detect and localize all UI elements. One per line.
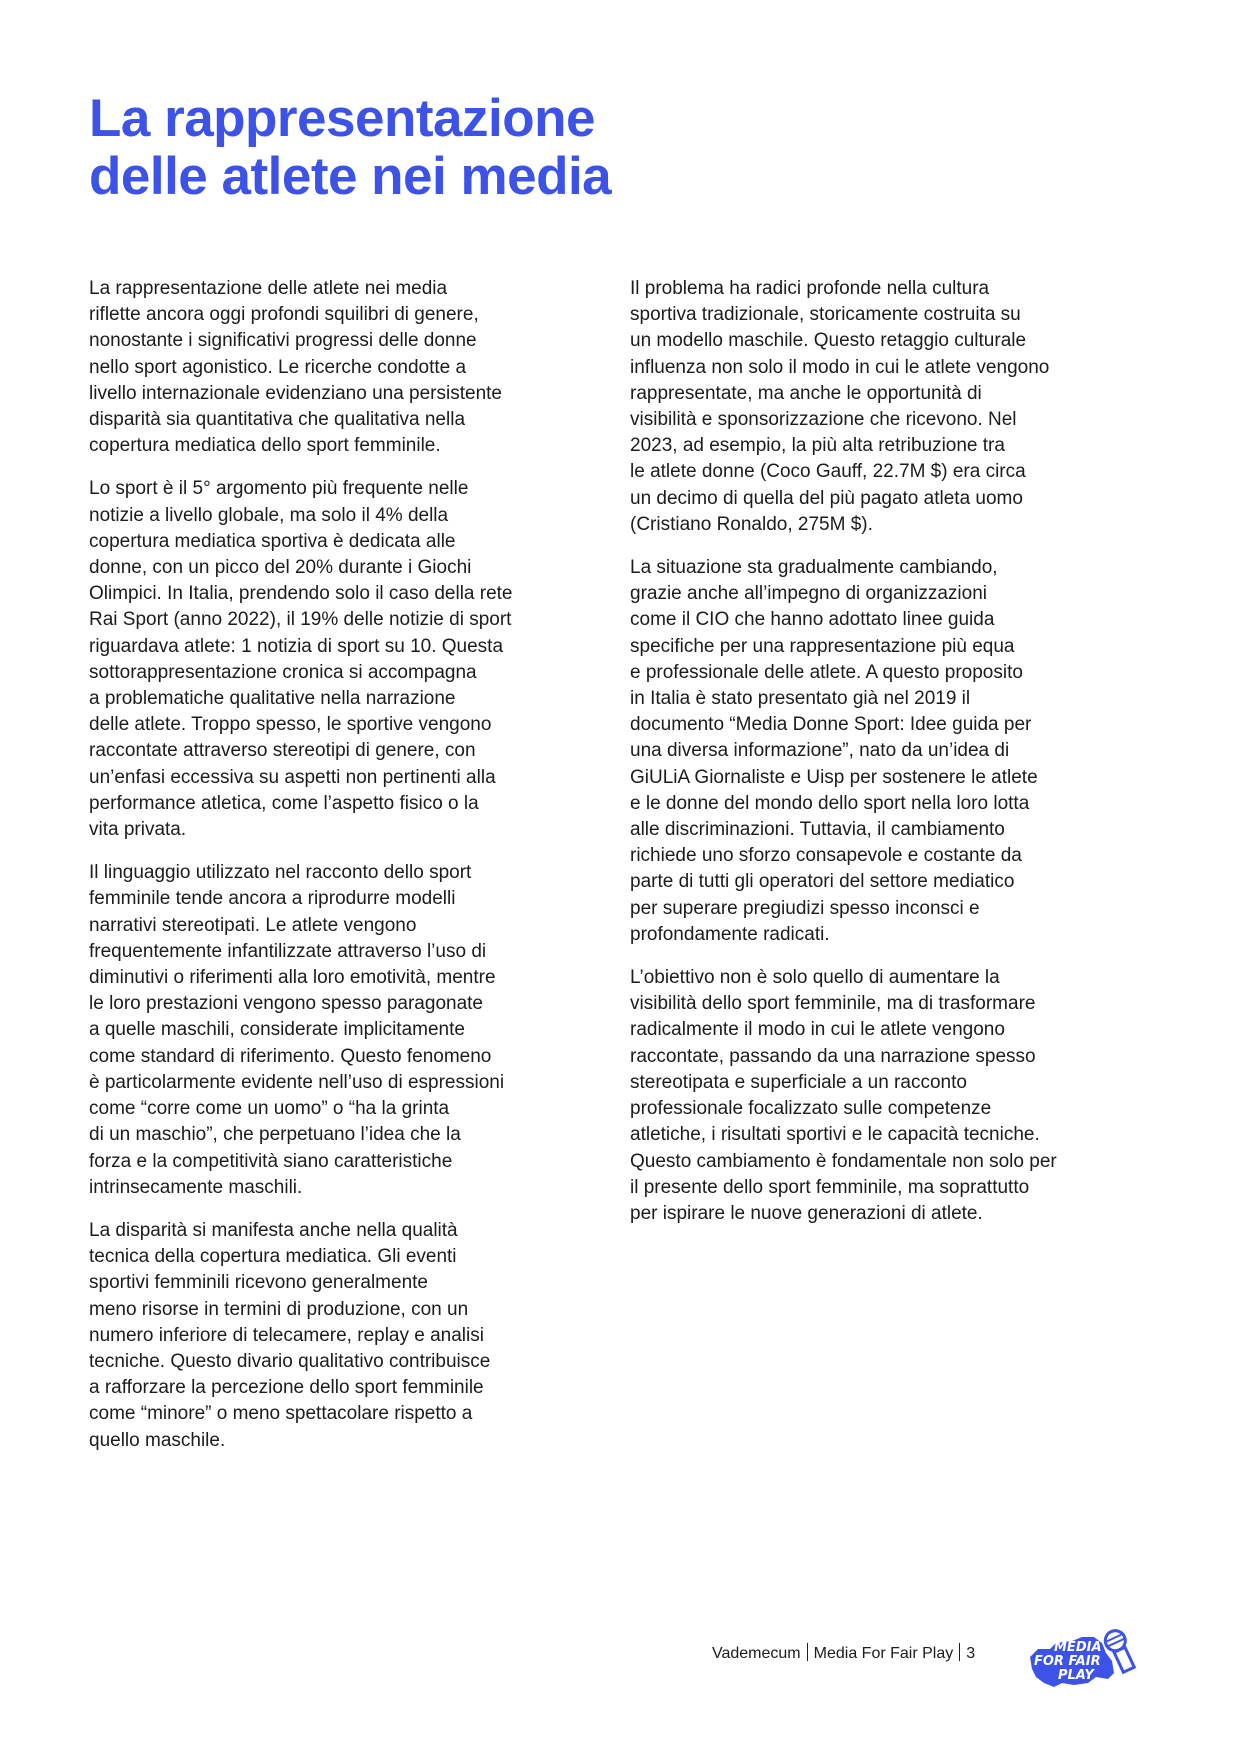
text-line: le loro prestazioni vengono spesso paragonate [89,993,483,1015]
title-line: delle atlete nei media [89,147,612,206]
text-line: copertura mediatica sportiva è dedicata alle [89,530,456,552]
footer-separator [807,1643,808,1661]
media-for-fair-play-logo-icon [1024,1627,1136,1689]
footer-project: Media For Fair Play [813,1645,954,1662]
text-line: L’obiettivo non è solo quello di aumentare la [630,967,1000,989]
text-line: una diversa informazione”, nato da un’idea di [630,740,1010,762]
text-line: forza e la competitività siano caratteristiche [89,1150,453,1172]
paragraph-intro [89,276,589,459]
text-line: e le donne del mondo dello sport nella loro lotta [630,792,1030,814]
text-line: rappresentate, ma anche le opportunità di [630,382,982,404]
text-line: in Italia è stato presentato già nel 2019 il [630,688,971,710]
text-line: quello maschile. [89,1429,226,1451]
text-line: come “corre come un uomo” o “ha la grinta [89,1098,450,1120]
text-line: le atlete donne (Coco Gauff, 22.7M $) era circa [630,461,1026,483]
text-line: frequentemente infantilizzate attraverso l’uso di [89,940,487,962]
text-line: La disparità si manifesta anche nella qualità [89,1219,458,1241]
text-line: performance atletica, come l’aspetto fisico o la [89,792,479,814]
text-line: Rai Sport (anno 2022), il 19% delle notizie di sport [89,609,512,631]
text-line: narrativi stereotipati. Le atlete vengono [89,914,417,936]
text-line: alle discriminazioni. Tuttavia, il cambiamento [630,819,1005,841]
text-line: diminutivi o riferimenti alla loro emotività, mentre [89,967,496,989]
text-line: a rafforzare la percezione dello sport femminile [89,1377,484,1399]
text-line: La situazione sta gradualmente cambiando, [630,557,998,579]
page-number: 3 [966,1645,976,1662]
text-line: parte di tutti gli operatori del settore mediatico [630,871,1015,893]
paragraph-cultural-roots [630,276,1140,538]
text-line: notizie a livello globale, ma solo il 4% della [89,504,449,526]
title-line: La rappresentazione [89,89,595,148]
text-line: richiede uno sforzo consapevole e costante da [630,845,1022,867]
footer-doc-type: Vademecum [712,1645,801,1662]
text-line: 2023, ad esempio, la più alta retribuzione tra [630,435,1005,457]
text-line: Il linguaggio utilizzato nel racconto dello sport [89,862,472,884]
text-line: raccontate, passando da una narrazione spesso [630,1045,1036,1067]
text-line: visibilità dello sport femminile, ma di trasformare [630,993,1036,1015]
text-line: influenza non solo il modo in cui le atlete vengono [630,356,1050,378]
text-line: un’enfasi eccessiva su aspetti non pertinenti alla [89,766,496,788]
text-line: Lo sport è il 5° argomento più frequente nelle [89,478,469,500]
footer-separator [959,1643,960,1661]
text-line: riflette ancora oggi profondi squilibri di genere, [89,304,479,326]
page-title [89,90,611,206]
text-line: a quelle maschili, considerate implicitamente [89,1019,465,1041]
text-line: stereotipata e superficiale a un racconto [630,1071,967,1093]
text-line: donne, con un picco del 20% durante i Giochi [89,557,472,579]
text-line: delle atlete. Troppo spesso, le sportive vengono [89,714,492,736]
right-column [630,276,1140,1244]
text-line: raccontate attraverso stereotipi di genere, con [89,740,476,762]
paragraph-objective [630,965,1140,1227]
paragraph-language [89,860,589,1201]
text-line: e professionale delle atlete. A questo proposito [630,661,1023,683]
text-line: visibilità e sponsorizzazione che ricevono. Nel [630,409,1017,431]
text-line: grazie anche all’impegno di organizzazioni [630,583,987,605]
text-line: vita privata. [89,819,187,841]
text-line: intrinsecamente maschili. [89,1176,303,1198]
text-line: sportivi femminili ricevono generalmente [89,1272,428,1294]
text-line: Olimpici. In Italia, prendendo solo il caso della rete [89,583,513,605]
text-line: radicalmente il modo in cui le atlete vengono [630,1019,1005,1041]
text-line: meno risorse in termini di produzione, con un [89,1298,469,1320]
text-line: per superare pregiudizi spesso inconsci e [630,897,980,919]
text-line: Il problema ha radici profonde nella cultura [630,278,990,299]
text-line: come standard di riferimento. Questo fenomeno [89,1045,492,1067]
text-line: Questo cambiamento è fondamentale non solo per [630,1150,1057,1172]
page-footer [712,1643,975,1664]
text-line: numero inferiore di telecamere, replay e analisi [89,1324,484,1346]
text-line: specifiche per una rappresentazione più equa [630,635,1015,657]
text-line: un modello maschile. Questo retaggio culturale [630,330,1027,352]
text-line: (Cristiano Ronaldo, 275M $). [630,513,873,535]
paragraph-statistics [89,476,589,843]
text-line: di un maschio”, che perpetuano l’idea che la [89,1124,461,1146]
logo-text-line: FOR FAIR [1034,1654,1101,1669]
text-line: disparità sia quantitativa che qualitativa nella [89,409,466,431]
text-line: copertura mediatica dello sport femminile. [89,435,441,457]
left-column [89,276,589,1471]
paragraph-technical-quality [89,1218,589,1454]
text-line: documento “Media Donne Sport: Idee guida per [630,714,1032,736]
text-line: tecniche. Questo divario qualitativo contribuisce [89,1350,491,1372]
text-line: professionale focalizzato sulle competenze [630,1098,992,1120]
text-line: un decimo di quella del più pagato atleta uomo [630,487,1023,509]
text-line: GiULiA Giornaliste e Uisp per sostenere le atlete [630,766,1038,788]
text-line: tecnica della copertura mediatica. Gli eventi [89,1246,457,1268]
text-line: come il CIO che hanno adottato linee guida [630,609,995,631]
text-line: nello sport agonistico. Le ricerche condotte a [89,356,467,378]
paragraph-changing-situation [630,555,1140,948]
text-line: livello internazionale evidenziano una persistente [89,382,502,404]
text-line: atletiche, i risultati sportivi e le capacità tecniche. [630,1124,1040,1146]
text-line: nonostante i significativi progressi delle donne [89,330,477,352]
text-line: sportiva tradizionale, storicamente costruita su [630,304,1021,326]
logo-text-line: PLAY [1058,1668,1094,1683]
text-line: è particolarmente evidente nell’uso di espressioni [89,1071,505,1093]
text-line: per ispirare le nuove generazioni di atlete. [630,1202,983,1224]
text-line: femminile tende ancora a riprodurre modelli [89,888,456,910]
text-line: profondamente radicati. [630,923,830,945]
text-line: La rappresentazione delle atlete nei media [89,278,448,299]
text-line: a problematiche qualitative nella narrazione [89,688,456,710]
logo-text-line: MEDIA [1054,1640,1102,1655]
text-line: riguardava atlete: 1 notizia di sport su 10. Questa [89,635,504,657]
text-line: il presente dello sport femminile, ma soprattutto [630,1176,1030,1198]
text-line: come “minore” o meno spettacolare rispetto a [89,1403,473,1425]
text-line: sottorappresentazione cronica si accompagna [89,661,477,683]
